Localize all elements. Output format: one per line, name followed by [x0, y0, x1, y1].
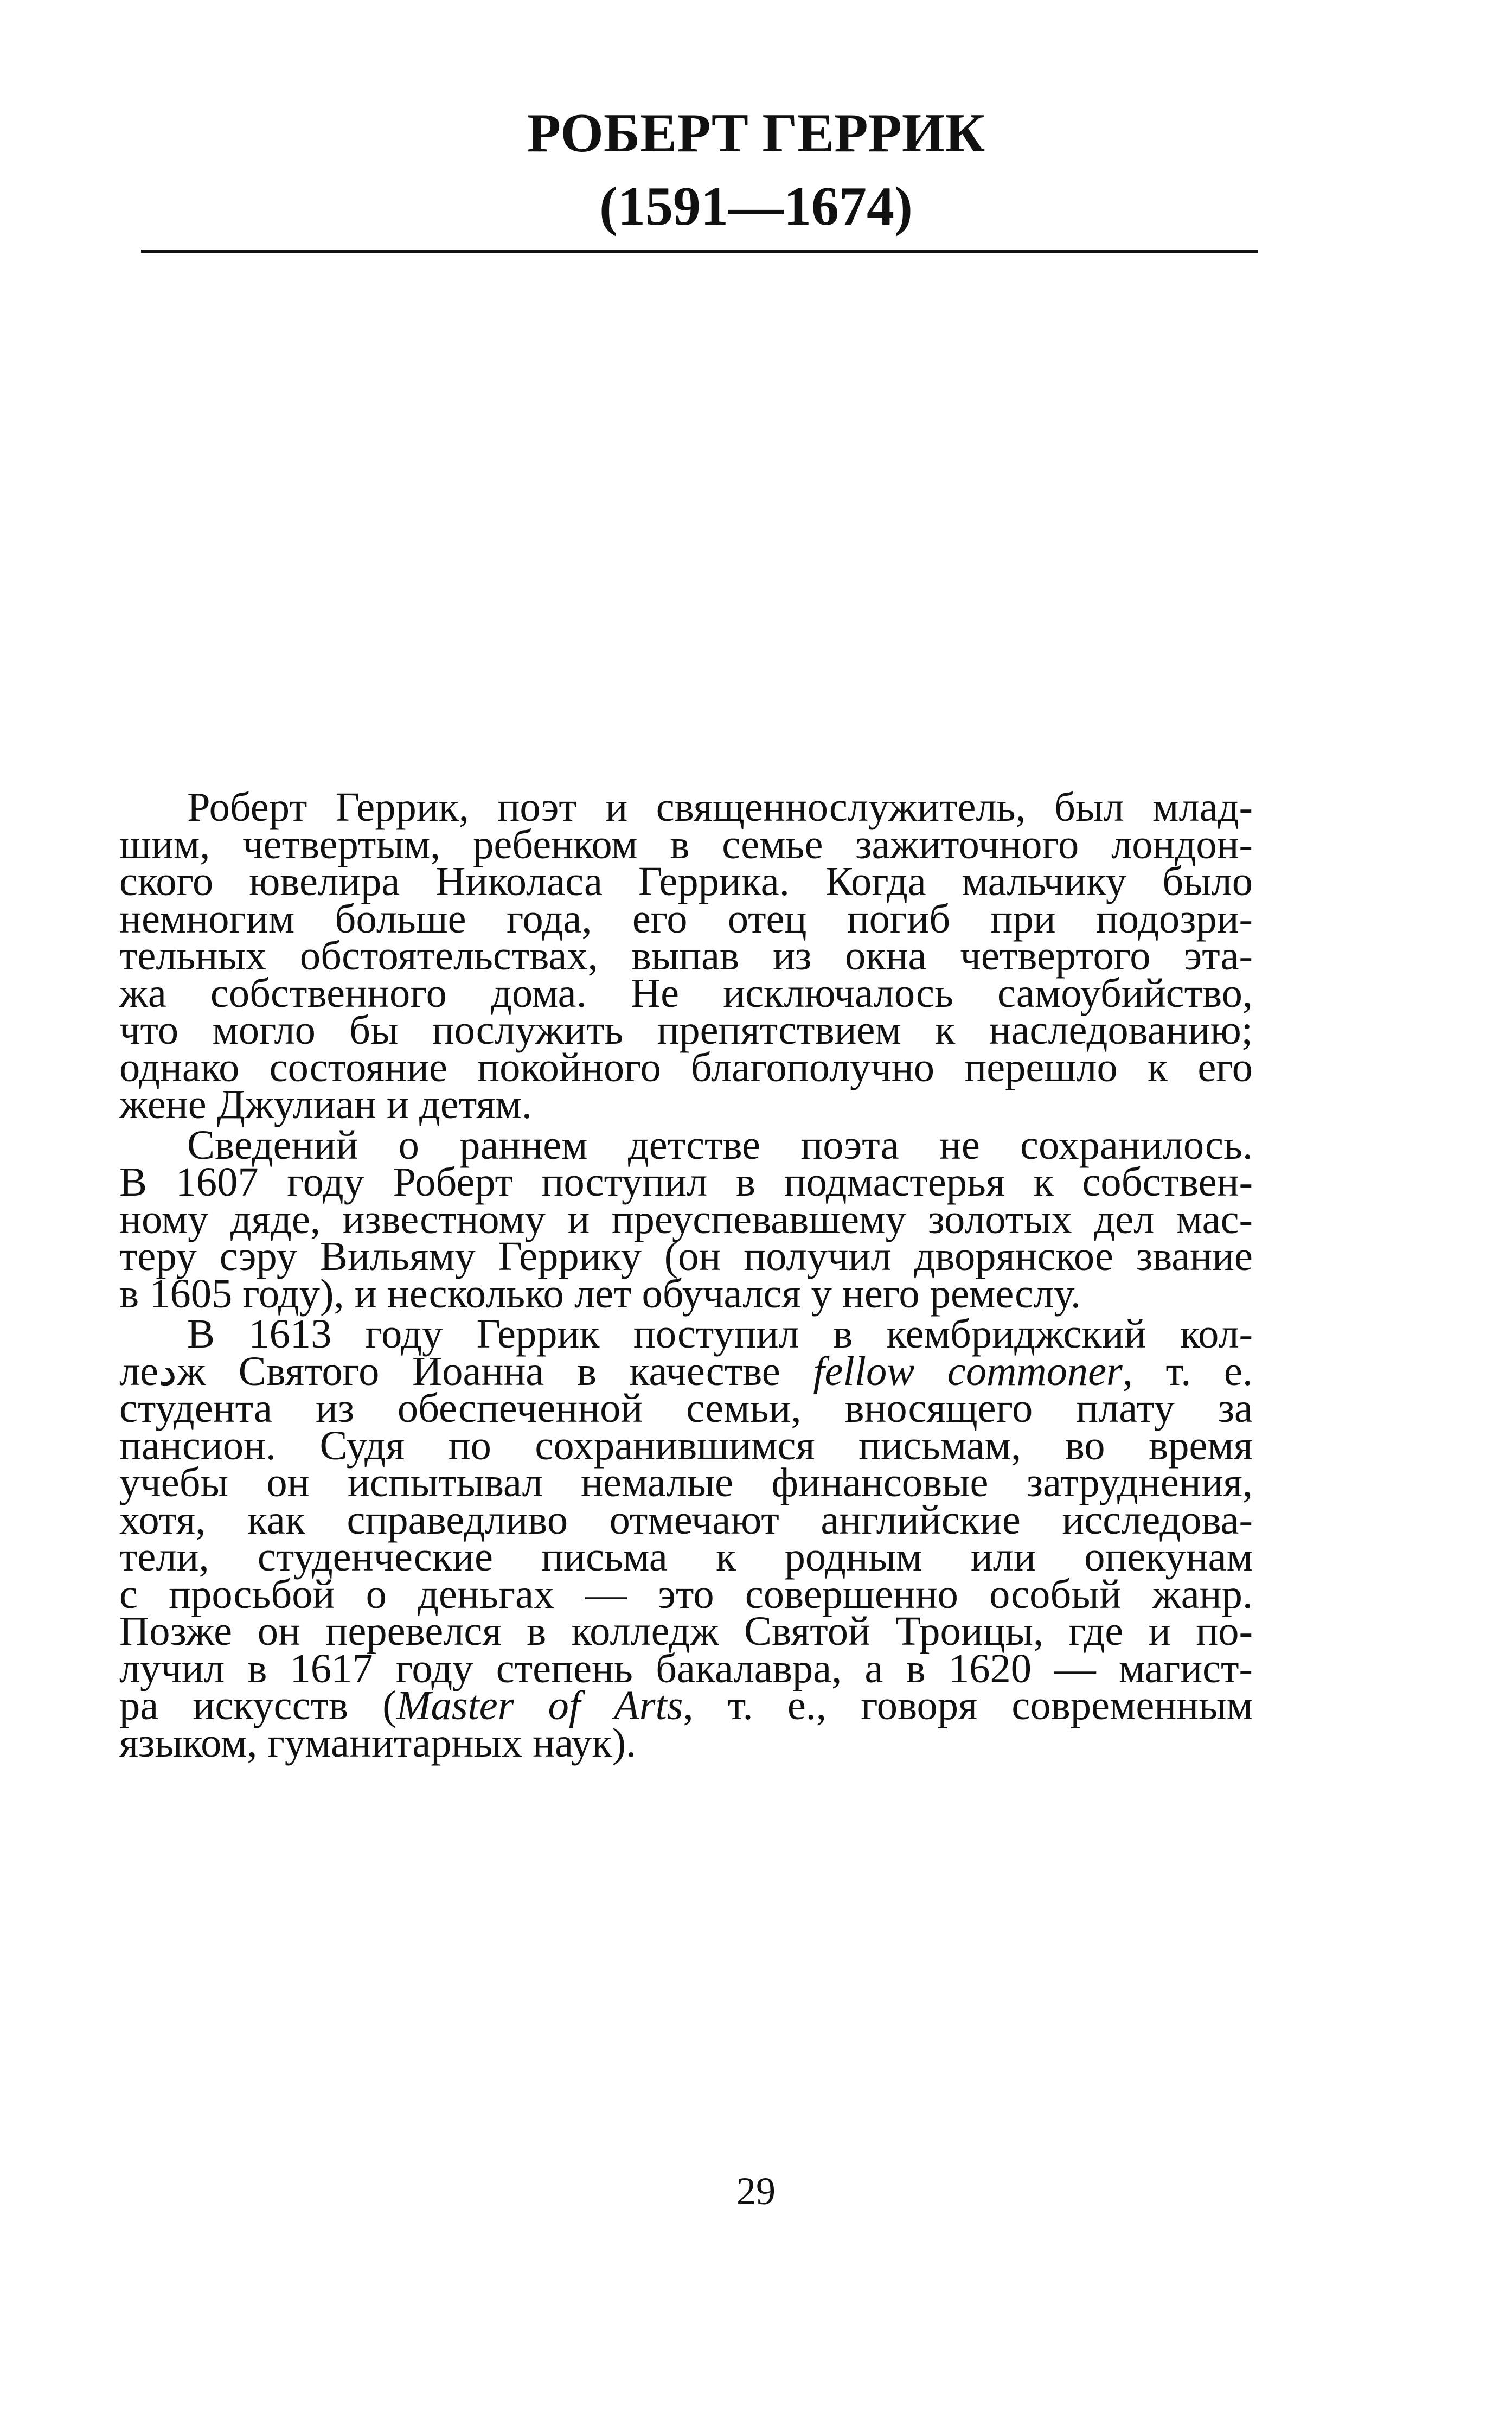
chapter-title: РОБЕРТ ГЕРРИК — [527, 103, 985, 164]
italic-phrase: fellow commoner — [813, 1348, 1123, 1394]
text-line: В 1607 году Роберт поступил в подмастерья к собствен- — [119, 1159, 1253, 1205]
text-line: шим, четвертым, ребенком в семье зажиточного лондон- — [119, 821, 1253, 867]
text-line: жа собственного дома. Не исключалось самоубийство, — [119, 969, 1253, 1016]
text-line: тели, студенческие письма к родным или опекунам — [119, 1534, 1253, 1580]
text-line: немногим больше года, его отец погиб при подозри- — [119, 895, 1253, 942]
text-segment: ра искусств ( — [119, 1682, 396, 1728]
text-line: ному дяде, известному и преуспевавшему золотых дел мас- — [119, 1196, 1253, 1242]
text-line: с просьбой о деньгах — это совершенно особый жанр. — [119, 1571, 1253, 1617]
text-line: тельных обстоятельствах, выпав из окна четвертого эта- — [119, 933, 1253, 979]
text-line: однако состояние покойного благополучно перешло к его — [119, 1044, 1253, 1090]
text-line: языком, гуманитарных наук). — [119, 1719, 637, 1766]
text-line: лучил в 1617 году степень бакалавра, а в 1620 — магист- — [119, 1645, 1253, 1691]
chapter-dates: (1591—1674) — [599, 176, 913, 237]
text-segment: леدж Святого Иоанна в качестве — [119, 1348, 813, 1394]
text-segment: , т. е., говоря современным — [683, 1682, 1253, 1728]
text-line: учебы он испытывал немалые финансовые затруднения, — [119, 1459, 1253, 1505]
italic-phrase: Master of Arts — [396, 1682, 683, 1728]
text-line: Сведений о раннем детстве поэта не сохранилось. — [187, 1121, 1253, 1168]
text-line: что могло бы послужить препятствием к наследованию; — [119, 1007, 1253, 1053]
text-line: В 1613 году Геррик поступил в кембриджский кол- — [187, 1311, 1253, 1357]
text-segment: , т. е. — [1122, 1348, 1253, 1394]
text-line: в 1605 году), и несколько лет обучался у него ремеслу. — [119, 1270, 1081, 1317]
text-line: ского ювелира Николаса Геррика. Когда мальчику было — [119, 858, 1253, 904]
title-divider — [141, 250, 1258, 253]
page-number: 29 — [736, 2169, 776, 2213]
text-line: теру сэру Вильяму Геррику (он получил дворянское звание — [119, 1233, 1253, 1279]
text-line: пансион. Судя по сохранившимся письмам, во время — [119, 1422, 1253, 1469]
text-line: жене Джулиан и детям. — [119, 1081, 532, 1127]
text-line: Позже он перевелся в колледж Святой Троицы, где и по- — [119, 1608, 1253, 1654]
text-line: хотя, как справедливо отмечают английские исследова- — [119, 1496, 1253, 1543]
text-line: студента из обеспеченной семьи, вносящего плату за — [119, 1385, 1253, 1431]
text-line: Роберт Геррик, поэт и священнослужитель, был млад- — [187, 784, 1253, 830]
